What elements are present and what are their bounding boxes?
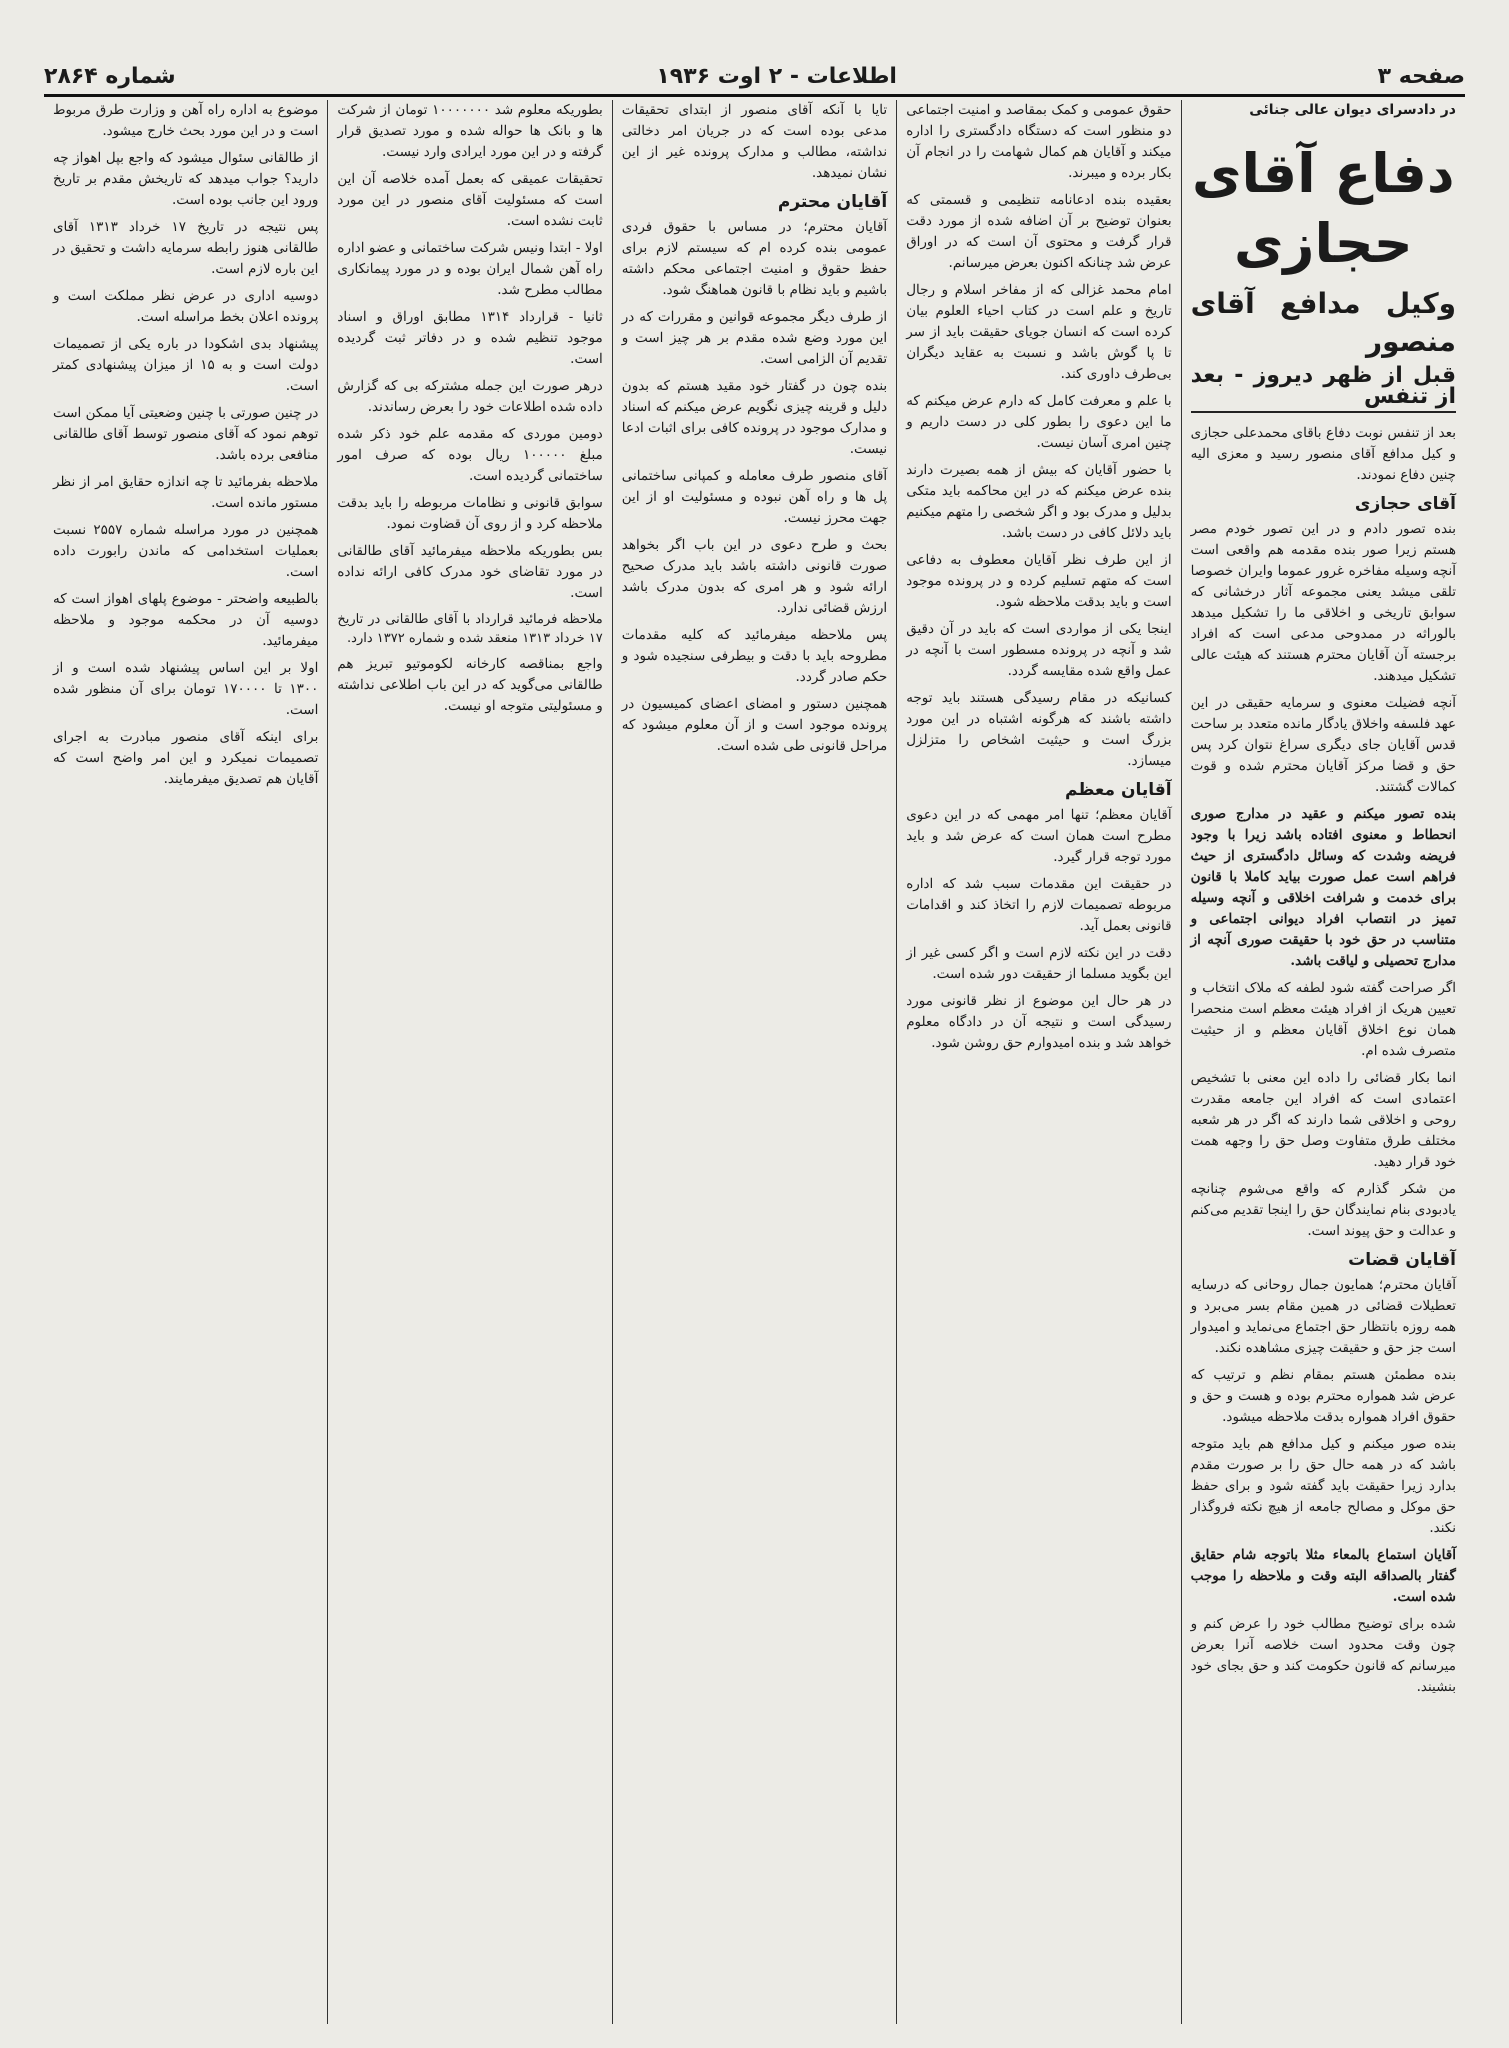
paragraph: آقای منصور طرف معامله و کمپانی ساختمانی پل ها و راه آهن نبوده و مسئولیت او از این جهت محرز نیست. bbox=[621, 468, 888, 526]
paragraph: دومین موردی که مقدمه علم خود ذکر شده مبلغ ۱۰۰۰۰۰ ریال بوده که صرف امور ساختمانی گردیده است. bbox=[337, 426, 603, 484]
paragraph: تایا با آنکه آقای منصور از ابتدای تحقیقات مدعی بوده است که در جریان امر دخالتی نداشته، مطالب و مدارک پرونده غیر از این نشان نمیدهد. bbox=[621, 102, 888, 181]
paragraph: دقت در این نکته لازم است و اگر کسی غیر از این بگوید مسلما از حقیقت دور شده است. bbox=[906, 945, 1172, 982]
section-title-honorable: آقایان معظم bbox=[1065, 780, 1172, 800]
paragraph: همچنین دستور و امضای اعضای کمیسیون در پرونده موجود است و از آن معلوم میشود که مراحل قانونی طی شده است. bbox=[621, 696, 888, 754]
column-5 bbox=[44, 100, 327, 2024]
page-number: صفحه ۳ bbox=[1377, 63, 1465, 89]
section-title-respected: آقایان محترم bbox=[777, 192, 888, 212]
paragraph: آقایان محترم؛ در مساس با حقوق فردی عمومی بنده کرده ام که سیستم لازم برای حفظ حقوق و امنیت اجتماعی محکم داشته باشیم و باید نظام با قانون هماهنگ شود. bbox=[621, 219, 888, 298]
paragraph: پس ملاحظه میفرمائید که کلیه مقدمات مطروحه باید با دقت و بیطرفی سنجیده شود و حکم صادر گردد. bbox=[621, 627, 888, 685]
paragraph: با حضور آقایان که بیش از همه بصیرت دارند بنده عرض میکنم که در این محاکمه باید متکی بدلیل و مدرک بود و اگر شخصی را متهم میکنیم باید دلائل کافی در دست باشد. bbox=[906, 462, 1172, 541]
paragraph: در هر حال این موضوع از نظر قانونی مورد رسیدگی است و نتیجه آن در دادگاه معلوم خواهد شد و بنده امیدوارم حق روشن شود. bbox=[906, 993, 1172, 1051]
issue-number: شماره ۲۸۶۴ bbox=[44, 63, 176, 89]
column-1 bbox=[1181, 100, 1465, 2024]
article-columns bbox=[44, 100, 1465, 2024]
paragraph: بس بطوریکه ملاحظه میفرمائید آقای طالقانی در مورد تقاضای خود مدرک کافی ارائه نداده است. bbox=[337, 543, 603, 601]
paragraph: آقایان محترم؛ همایون جمال روحانی که درسایه تعطیلات قضائی در همین مقام بسر می‌برد و همه روزه بانتظار حق اجتماع می‌نماید و امیدوار است جز حق و حقیقت چیزی مشاهده نکند. bbox=[1190, 1277, 1456, 1356]
paragraph: شده برای توضیح مطالب خود را عرض کنم و چون وقت محدود است خلاصه آنرا بعرض میرسانم که قانون حکومت کند و حق بجای خود بنشیند. bbox=[1190, 1616, 1456, 1695]
paragraph: همچنین در مورد مراسله شماره ۲۵۵۷ نسبت بعملیات استخدامی که ماندن رابورت داده است. bbox=[52, 522, 319, 580]
paragraph: ملاحظه فرمائید قرارداد با آقای طالقانی در تاریخ ۱۷ خرداد ۱۳۱۳ منعقد شده و شماره ۱۳۷۲ دارد. bbox=[337, 612, 603, 646]
paragraph: دوسیه اداری در عرض نظر مملکت است و پرونده اعلان بخط مراسله است. bbox=[52, 288, 319, 325]
paragraph: از طرف دیگر مجموعه قوانین و مقررات که در این مورد وضع شده مقدم بر هر چیز است و تقدیم آن الزامی است. bbox=[621, 309, 888, 367]
paragraph: بنده صور میکنم و کیل مدافع هم باید متوجه باشد که در همه حال حق را بر صورت مقدم بدارد زیرا حقیقت باید گفته شود و برای حفظ حق موکل و مصالح جامعه از هیچ نکته فروگذار نکند. bbox=[1190, 1436, 1456, 1536]
paragraph: موضوع به اداره راه آهن و وزارت طرق مربوط است و در این مورد بحث خارج میشود. bbox=[52, 102, 319, 139]
article-kicker: در دادسرای دیوان عالی جنائی bbox=[1249, 102, 1456, 118]
column-3 bbox=[612, 100, 896, 2024]
paragraph: بنده مطمئن هستم بمقام نظم و ترتیب که عرض شد همواره محترم بوده و هست و حق و حقوق افراد همواره بدقت ملاحظه میشود. bbox=[1190, 1367, 1456, 1425]
paragraph: اگر صراحت گفته شود لطفه که ملاک انتخاب و تعیین هریک از افراد هیئت معظم است منحصرا همان نوع اخلاق آقایان معظم و از حیثیت متصرف شده ام. bbox=[1190, 980, 1456, 1059]
paragraph: پس نتیجه در تاریخ ۱۷ خرداد ۱۳۱۳ آقای طالقانی هنوز رابطه سرمایه داشت و تحقیق در این باره لازم است. bbox=[52, 219, 319, 277]
section-title-judges: آقایان قضات bbox=[1348, 1250, 1456, 1270]
paragraph: در حقیقت این مقدمات سبب شد که اداره مربوطه تصمیمات لازم را اتخاذ کند و اقدامات قانونی بعمل آید. bbox=[906, 876, 1172, 934]
paragraph: با علم و معرفت کامل که دارم عرض میکنم که ما این دعوی را بطور کلی در دست داریم و چنین امری آسان نیست. bbox=[906, 393, 1172, 451]
paragraph: بنده تصور میکنم و عقید در مدارج صوری انحطاط و معنوی افتاده باشد زیرا با وجود فریضه وشدت که وسائل دادگستری از حیث فراهم است عمل صورت بیاید کاملا با قانون برای خدمت و شرافت اخلاقی و آنچه وسیله تمیز در انتصاب افراد دیوانی اجتماعی و متناسب در حق خود با حقیقت صوری آنچه از مدارج تحصیلی و لیاقت باشد. bbox=[1190, 806, 1456, 969]
paragraph: انما بکار قضائی را داده این معنی با تشخیص اعتمادی است که افراد این جامعه مقدرت روحی و اخلاقی شما دارند که اگر در هر شعبه مختلف طرق متفاوت وصل حق را وجهه همت خود قرار دهید. bbox=[1190, 1070, 1456, 1170]
paragraph: ثانیا - قرارداد ۱۳۱۴ مطابق اوراق و اسناد موجود تنظیم شده و در دفاتر ثبت گردیده است. bbox=[337, 309, 603, 367]
paragraph: بعد از تنفس نوبت دفاع باقای محمدعلی حجازی و کیل مدافع آقای منصور رسید و معزی الیه چنین دفاع نمودند. bbox=[1190, 425, 1456, 483]
paragraph: برای اینکه آقای منصور مبادرت به اجرای تصمیمات نمیکرد و این امر واضح است که آقایان هم تصدیق میفرمایند. bbox=[52, 729, 319, 787]
newspaper-date: اطلاعات - ۲ اوت ۱۹۳۶ bbox=[656, 63, 897, 89]
article-byline: قبل از ظهر دیروز - بعد از تنفس bbox=[1191, 365, 1456, 413]
paragraph: آقایان استماع بالمعاء مثلا باتوجه شام حقایق گفتار بالصداقه البته وقت و ملاحظه را موجب شده است. bbox=[1190, 1547, 1456, 1605]
paragraph: بعقیده بنده ادعانامه تنظیمی و قسمتی که بعنوان توضیح بر آن اضافه شده از مورد دقت قرار گرفت و محتوی آن است که در اوراق عرض شد چنانکه اکنون بعرض میرسانم. bbox=[906, 192, 1172, 271]
paragraph: بحث و طرح دعوی در این باب اگر بخواهد صورت قانونی داشته باشد باید مدرک صحیح ارائه شود و هر امری که بدون مدرک باشد ارزش قضائی ندارد. bbox=[621, 537, 888, 616]
paragraph: آنچه فضیلت معنوی و سرمایه حقیقی در این عهد فلسفه واخلاق یادگار مانده متعدد بر ساحت قدس آقایان جای دیگری سراغ نتوان کرد پس حق و قضا مرکز آقایان محترم شده و قوت کمالات گشتند. bbox=[1190, 695, 1456, 795]
column-4 bbox=[327, 100, 611, 2024]
paragraph: بنده تصور دادم و در این تصور خودم مصر هستم زیرا صور بنده مقدمه هم واقعی است آنچه وسیله مفاخره غرور عموما وایران خصوصا تلقی میشد یعنی مجموعه آثار درخشانی که سوابق تاریخی و اخلاقی ما را تشکیل میدهد بالوراثه در ممدوحی مدعی است که افراد برجسته آن آقایان محترم هستند که هیئت عالی تشکیل میدهند. bbox=[1190, 521, 1456, 684]
paragraph: در چنین صورتی با چنین وضعیتی آیا ممکن است توهم نمود که آقای منصور توسط آقای طالقانی منافعی برده باشد. bbox=[52, 405, 319, 463]
paragraph: تحقیقات عمیقی که بعمل آمده خلاصه آن این است که مسئولیت آقای منصور در این مورد ثابت نشده است. bbox=[337, 171, 603, 229]
paragraph: از طالقانی سئوال میشود که واجع بپل اهواز چه دارید؟ جواب میدهد که تاریخش مقدم بر تاریخ ورود این جانب بوده است. bbox=[52, 150, 319, 208]
paragraph: بطوریکه معلوم شد ۱۰۰۰۰۰۰۰ تومان از شرکت ها و بانک ها حواله شده و مورد تصدیق قرار گرفته و در این مورد ایرادی وارد نیست. bbox=[337, 102, 603, 160]
paragraph: کسانیکه در مقام رسیدگی هستند باید توجه داشته باشند که هرگونه اشتباه در این مورد بزرگ است و حیثیت اشخاص را متزلزل میسازد. bbox=[906, 690, 1172, 769]
column-2 bbox=[896, 100, 1180, 2024]
paragraph: پیشنهاد بدی اشکودا در باره یکی از تصمیمات دولت است و به ۱۵ از میزان پیشنهادی کمتر است. bbox=[52, 336, 319, 394]
article-headline: دفاع آقای حجازی bbox=[1191, 142, 1455, 275]
paragraph: من شکر گذارم که واقع می‌شوم چنانچه یادبودی بنام نمایندگان حق را اینجا تقدیم می‌کنم و عدالت و حق پیوند است. bbox=[1190, 1181, 1456, 1239]
paragraph: امام محمد غزالی که از مفاخر اسلام و رجال تاریخ و علم است در کتاب احیاء العلوم بیان کرده است که انسان جویای حقیقت باید از سر تا پا گوش باشد و نسبت به عقاید دیگران بی‌طرف داوری کند. bbox=[906, 282, 1172, 382]
paragraph: بنده چون در گفتار خود مقید هستم که بدون دلیل و قرینه چیزی نگویم عرض میکنم که اسناد و مدارک موجود در پرونده کافی برای اثبات ادعا نیست. bbox=[621, 378, 888, 457]
paragraph: اینجا یکی از مواردی است که باید در آن دقیق شد و آنچه در پرونده مسطور است با آنچه در عمل واقع شده مقایسه گردد. bbox=[906, 621, 1172, 679]
article-subhead: وکیل مدافع آقای منصور bbox=[1190, 287, 1456, 358]
paragraph: حقوق عمومی و کمک بمقاصد و امنیت اجتماعی دو منظور است که دستگاه دادگستری را اداره میکند و آقایان هم کمال شهامت را در انجام آن بکار برده و میبرند. bbox=[906, 102, 1172, 181]
paragraph: سوابق قانونی و نظامات مربوطه را باید بدقت ملاحظه کرد و از روی آن قضاوت نمود. bbox=[337, 495, 603, 532]
paragraph: اولا بر این اساس پیشنهاد شده است و از ۱۳۰۰ تا ۱۷۰۰۰۰ تومان برای آن منظور شده است. bbox=[52, 660, 319, 718]
section-title-hijazi: آقای حجازی bbox=[1354, 494, 1456, 514]
paragraph: آقایان معظم؛ تنها امر مهمی که در این دعوی مطرح است همان است که عرض شد و باید مورد توجه قرار گیرد. bbox=[906, 807, 1172, 865]
masthead bbox=[44, 58, 1465, 97]
paragraph: بالطبیعه واضحتر - موضوع پلهای اهواز است که دوسیه آن در محکمه موجود و ملاحظه میفرمائید. bbox=[52, 591, 319, 649]
paragraph: اولا - ابتدا ونیس شرکت ساختمانی و عضو اداره راه آهن شمال ایران بوده و در مورد پیمانکاری مطالب مطرح شد. bbox=[337, 240, 603, 298]
paragraph: ملاحظه بفرمائید تا چه اندازه حقایق امر از نظر مستور مانده است. bbox=[52, 474, 319, 511]
paragraph: از این طرف نظر آقایان معطوف به دفاعی است که متهم تسلیم کرده و در پرونده موجود است و باید بدقت ملاحظه شود. bbox=[906, 552, 1172, 610]
paragraph: درهر صورت این جمله مشترکه بی که گزارش داده شده اطلاعات خود را بعرض رساندند. bbox=[337, 378, 603, 415]
paragraph: واجع بمناقصه کارخانه لکوموتیو تبریز هم طالقانی می‌گوید که در این باب اطلاعی نداشته و مسئولیتی متوجه او نیست. bbox=[337, 656, 603, 714]
